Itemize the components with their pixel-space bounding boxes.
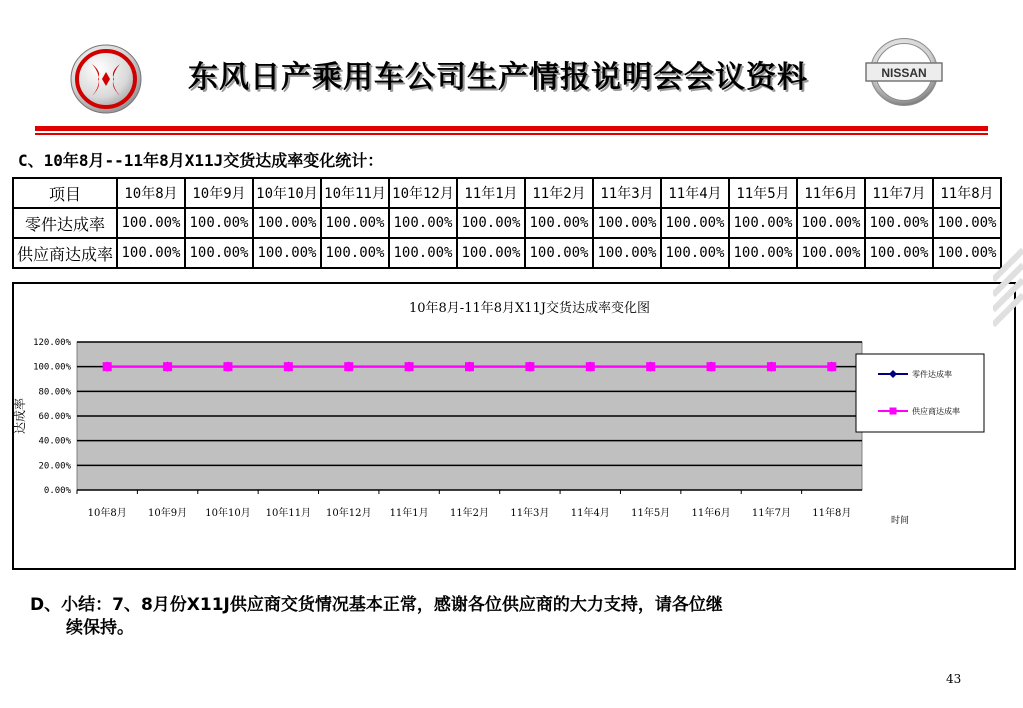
x-tick-label: 11年5月 xyxy=(631,508,671,519)
summary-line-2: 续保持。 xyxy=(66,618,134,638)
header-divider-thin xyxy=(35,133,988,135)
table-cell: 100.00% xyxy=(389,238,457,268)
table-header-cell: 11年4月 xyxy=(661,178,729,208)
y-tick-label: 80.00% xyxy=(38,387,71,398)
table-cell: 100.00% xyxy=(593,208,661,238)
data-point xyxy=(827,362,836,371)
table-header-cell: 10年10月 xyxy=(253,178,321,208)
data-point xyxy=(465,362,474,371)
table-cell: 100.00% xyxy=(933,238,1001,268)
table-header-cell: 11年8月 xyxy=(933,178,1001,208)
legend-marker xyxy=(890,408,897,415)
table-cell: 100.00% xyxy=(185,208,253,238)
table-cell: 100.00% xyxy=(389,208,457,238)
data-point xyxy=(405,362,414,371)
x-tick-label: 11年7月 xyxy=(751,508,791,519)
x-axis-label: 时间 xyxy=(890,516,910,526)
row-label: 零件达成率 xyxy=(13,208,117,238)
table-header-cell: 10年8月 xyxy=(117,178,185,208)
y-tick-label: 40.00% xyxy=(38,436,71,447)
x-tick-label: 11年1月 xyxy=(389,508,429,519)
y-tick-label: 20.00% xyxy=(38,461,71,472)
table-cell: 100.00% xyxy=(117,208,185,238)
dongfeng-logo xyxy=(68,42,144,116)
row-label: 供应商达成率 xyxy=(13,238,117,268)
table-header-row xyxy=(13,178,1001,208)
delivery-rate-table xyxy=(12,177,1002,269)
x-tick-label: 11年3月 xyxy=(510,508,550,519)
table-cell: 100.00% xyxy=(321,208,389,238)
table-cell: 100.00% xyxy=(321,238,389,268)
table-header-cell: 11年3月 xyxy=(593,178,661,208)
table-header-cell: 11年6月 xyxy=(797,178,865,208)
chart-title: 10年8月-11年8月X11J交货达成率变化图 xyxy=(408,301,651,316)
table-cell: 100.00% xyxy=(797,238,865,268)
table-header-cell: 11年1月 xyxy=(457,178,525,208)
table-cell: 100.00% xyxy=(797,208,865,238)
y-tick-label: 120.00% xyxy=(33,338,71,348)
table-header-cell: 10年9月 xyxy=(185,178,253,208)
header-divider xyxy=(35,126,988,131)
x-tick-label: 11年6月 xyxy=(691,508,731,519)
x-tick-label: 11年4月 xyxy=(570,508,610,519)
table-cell: 100.00% xyxy=(525,208,593,238)
table-cell: 100.00% xyxy=(525,238,593,268)
x-tick-label: 10年12月 xyxy=(326,508,372,519)
data-point xyxy=(163,362,172,371)
data-point xyxy=(707,362,716,371)
data-point xyxy=(767,362,776,371)
decorative-stripes xyxy=(993,240,1023,340)
table-cell: 100.00% xyxy=(729,208,797,238)
y-tick-label: 100.00% xyxy=(33,362,71,373)
data-point xyxy=(586,362,595,371)
table-cell: 100.00% xyxy=(661,238,729,268)
y-tick-label: 60.00% xyxy=(38,412,71,422)
table-cell: 100.00% xyxy=(865,208,933,238)
table-cell: 100.00% xyxy=(253,238,321,268)
table-cell: 100.00% xyxy=(457,208,525,238)
data-point xyxy=(223,362,232,371)
section-c-heading: C、10年8月--11年8月X11J交货达成率变化统计： xyxy=(18,151,384,170)
table-cell: 100.00% xyxy=(185,238,253,268)
table-cell: 100.00% xyxy=(729,238,797,268)
legend-label: 供应商达成率 xyxy=(912,407,960,416)
legend-label: 零件达成率 xyxy=(912,370,952,379)
table-cell: 100.00% xyxy=(593,238,661,268)
table-header-cell: 10年11月 xyxy=(321,178,389,208)
table-cell: 100.00% xyxy=(661,208,729,238)
nissan-logo-text: NISSAN xyxy=(881,66,927,80)
y-axis-label: 达成率 xyxy=(14,397,27,435)
table-cell: 100.00% xyxy=(865,238,933,268)
table-header-cell: 11年2月 xyxy=(525,178,593,208)
table-cell: 100.00% xyxy=(457,238,525,268)
x-tick-label: 10年8月 xyxy=(87,508,127,519)
data-point xyxy=(646,362,655,371)
nissan-logo xyxy=(862,36,946,108)
page-title: 东风日产乘用车公司生产情报说明会会议资料 xyxy=(188,60,808,95)
data-point xyxy=(284,362,293,371)
table-row xyxy=(13,238,1001,268)
x-tick-label: 10年10月 xyxy=(205,508,251,519)
table-header-cell: 项目 xyxy=(13,178,117,208)
table-header-cell: 11年7月 xyxy=(865,178,933,208)
table-header-cell: 11年5月 xyxy=(729,178,797,208)
x-tick-label: 11年8月 xyxy=(812,508,852,519)
x-tick-label: 10年11月 xyxy=(265,508,312,519)
y-tick-label: 0.00% xyxy=(43,486,71,496)
table-cell: 100.00% xyxy=(253,208,321,238)
data-point xyxy=(344,362,353,371)
x-tick-label: 11年2月 xyxy=(449,508,490,519)
x-tick-label: 10年9月 xyxy=(148,508,188,519)
legend xyxy=(856,354,984,432)
chart-frame xyxy=(12,282,1016,570)
table-header-cell: 10年12月 xyxy=(389,178,457,208)
page-number: 43 xyxy=(946,672,962,686)
data-point xyxy=(525,362,534,371)
table-cell: 100.00% xyxy=(117,238,185,268)
delivery-rate-chart xyxy=(14,284,1014,568)
summary-text xyxy=(30,594,980,640)
summary-line-1: D、小结：7、8月份X11J供应商交货情况基本正常，感谢各位供应商的大力支持，请各位继 xyxy=(30,595,723,615)
table-cell: 100.00% xyxy=(933,208,1001,238)
table-row xyxy=(13,208,1001,238)
data-point xyxy=(103,362,112,371)
